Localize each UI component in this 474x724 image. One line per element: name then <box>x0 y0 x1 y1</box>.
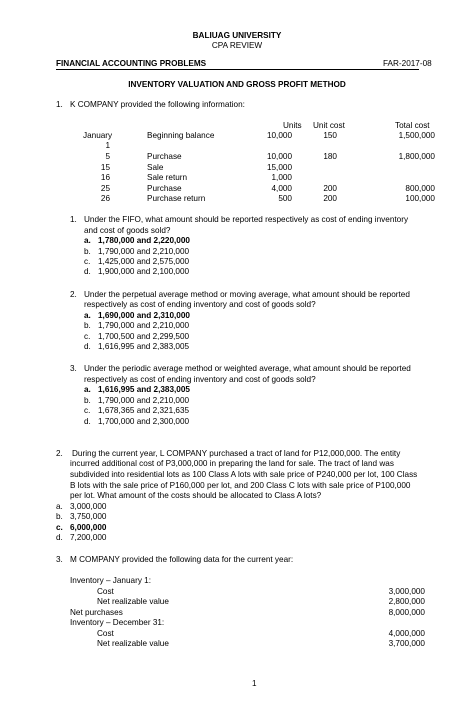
question-number: 3. <box>70 364 77 373</box>
row-desc: Purchase return <box>147 194 206 203</box>
row-units: 500 <box>278 194 292 203</box>
row-unit-cost: 200 <box>323 184 337 193</box>
row-desc: Beginning balance <box>147 131 215 140</box>
option-text: 1,700,000 and 2,300,000 <box>98 417 190 426</box>
problem-text-line: During the current year, L COMPANY purchased a tract of land for P12,000,000. The entity <box>72 449 401 458</box>
option-text: 1,790,000 and 2,210,000 <box>98 321 190 330</box>
problem-text-line: B lots with the sale price of P160,000 per lot, and 200 Class C lots with sale price of P100,000 <box>70 481 411 490</box>
row-day: 5 <box>105 152 110 161</box>
row-units: 1,000 <box>271 173 292 182</box>
row-day: 15 <box>100 163 110 172</box>
question-text-line: Under the FIFO, what amount should be reported respectively as cost of ending inventory <box>84 215 409 224</box>
question-text-line: and cost of goods sold? <box>84 226 171 235</box>
problem-number: 2. <box>56 449 63 458</box>
header-subtitle: CPA REVIEW <box>211 41 263 50</box>
option-letter: c. <box>56 523 63 532</box>
table-month: January <box>83 131 113 140</box>
course-title: FINANCIAL ACCOUNTING PROBLEMS <box>56 59 207 68</box>
document-title: INVENTORY VALUATION AND GROSS PROFIT METHOD <box>128 80 346 89</box>
row-total: 800,000 <box>405 184 435 193</box>
option-letter: d. <box>56 533 63 542</box>
question-text-line: respectively as cost of ending inventory and cost of goods sold? <box>84 375 316 384</box>
table-header-unit-cost: Unit cost <box>313 121 345 130</box>
problem-text-line: incurred additional cost of P3,000,000 in preparing the land for sale. The tract of land was <box>70 459 394 468</box>
row-desc: Sale return <box>147 173 188 182</box>
question-text-line: respectively as cost of ending inventory and cost of goods sold? <box>84 300 316 309</box>
option-letter: c. <box>84 332 91 341</box>
option-letter: d. <box>84 417 91 426</box>
option-letter: a. <box>56 502 63 511</box>
option-letter: c. <box>84 406 91 415</box>
question-number: 1. <box>70 215 77 224</box>
data-value: 2,800,000 <box>388 597 425 606</box>
option-letter: b. <box>56 512 63 521</box>
table-header-units: Units <box>283 121 302 130</box>
option-text: 1,790,000 and 2,210,000 <box>98 247 190 256</box>
option-letter: b. <box>84 396 91 405</box>
option-letter: b. <box>84 247 91 256</box>
option-text: 1,678,365 and 2,321,635 <box>98 406 190 415</box>
row-total: 1,800,000 <box>398 152 435 161</box>
option-text-correct: 1,780,000 and 2,220,000 <box>98 236 190 245</box>
option-text: 1,790,000 and 2,210,000 <box>98 396 190 405</box>
course-code: FAR-2017-08 <box>383 59 432 68</box>
problem-text-line: per lot. What amount of the costs should be allocated to Class A lots? <box>70 491 322 500</box>
option-letter: d. <box>84 342 91 351</box>
data-value: 3,700,000 <box>388 639 425 648</box>
question-number: 2. <box>70 290 77 299</box>
row-units: 4,000 <box>271 184 292 193</box>
data-label: Cost <box>97 629 114 638</box>
question-text-line: Under the perpetual average method or moving average, what amount should be reported <box>84 290 410 299</box>
problem-intro: M COMPANY provided the following data for the current year: <box>70 555 294 564</box>
problem-text-line: subdivided into residential lots as 100 Class A lots with sale price of P240,000 per lot, 100 Class <box>70 470 418 479</box>
row-day: 1 <box>105 141 110 150</box>
option-text: 3,750,000 <box>70 512 107 521</box>
page-number: 1 <box>252 679 257 688</box>
option-letter: d. <box>84 267 91 276</box>
problem-1-intro: K COMPANY provided the following information: <box>70 100 245 109</box>
row-units: 15,000 <box>266 163 292 172</box>
data-value: 4,000,000 <box>388 629 425 638</box>
row-units: 10,000 <box>266 131 292 140</box>
row-total: 1,500,000 <box>398 131 435 140</box>
row-desc: Purchase <box>147 184 182 193</box>
row-unit-cost: 180 <box>323 152 337 161</box>
option-letter: a. <box>84 385 91 394</box>
data-value: 8,000,000 <box>388 608 425 617</box>
option-text: 1,900,000 and 2,100,000 <box>98 267 190 276</box>
option-letter: c. <box>84 257 91 266</box>
data-value: 3,000,000 <box>388 587 425 596</box>
option-text: 7,200,000 <box>70 533 107 542</box>
header-rule <box>56 69 419 70</box>
row-day: 16 <box>100 173 110 182</box>
row-day: 26 <box>100 194 110 203</box>
data-label: Net purchases <box>70 608 123 617</box>
option-text: 1,616,995 and 2,383,005 <box>98 342 190 351</box>
data-label: Cost <box>97 587 114 596</box>
option-text: 1,700,500 and 2,299,500 <box>98 332 190 341</box>
option-text: 3,000,000 <box>70 502 107 511</box>
option-text-correct: 1,616,995 and 2,383,005 <box>98 385 190 394</box>
row-unit-cost: 150 <box>323 131 337 140</box>
row-desc: Sale <box>147 163 164 172</box>
data-label: Inventory – January 1: <box>70 576 152 585</box>
option-letter: a. <box>84 311 91 320</box>
row-unit-cost: 200 <box>323 194 337 203</box>
option-text: 1,425,000 and 2,575,000 <box>98 257 190 266</box>
row-desc: Purchase <box>147 152 182 161</box>
data-label: Net realizable value <box>97 639 169 648</box>
problem-number: 3. <box>56 555 63 564</box>
problem-1-number: 1. <box>56 100 63 109</box>
option-letter: a. <box>84 236 91 245</box>
row-day: 25 <box>100 184 110 193</box>
row-total: 100,000 <box>405 194 435 203</box>
option-text-correct: 1,690,000 and 2,310,000 <box>98 311 190 320</box>
data-label: Inventory – December 31: <box>70 618 165 627</box>
row-units: 10,000 <box>266 152 292 161</box>
option-letter: b. <box>84 321 91 330</box>
option-text-correct: 6,000,000 <box>70 523 107 532</box>
data-label: Net realizable value <box>97 597 169 606</box>
question-text-line: Under the periodic average method or weighted average, what amount should be reported <box>84 364 411 373</box>
university-name: BALIUAG UNIVERSITY <box>192 31 282 40</box>
table-header-total-cost: Total cost <box>395 121 430 130</box>
